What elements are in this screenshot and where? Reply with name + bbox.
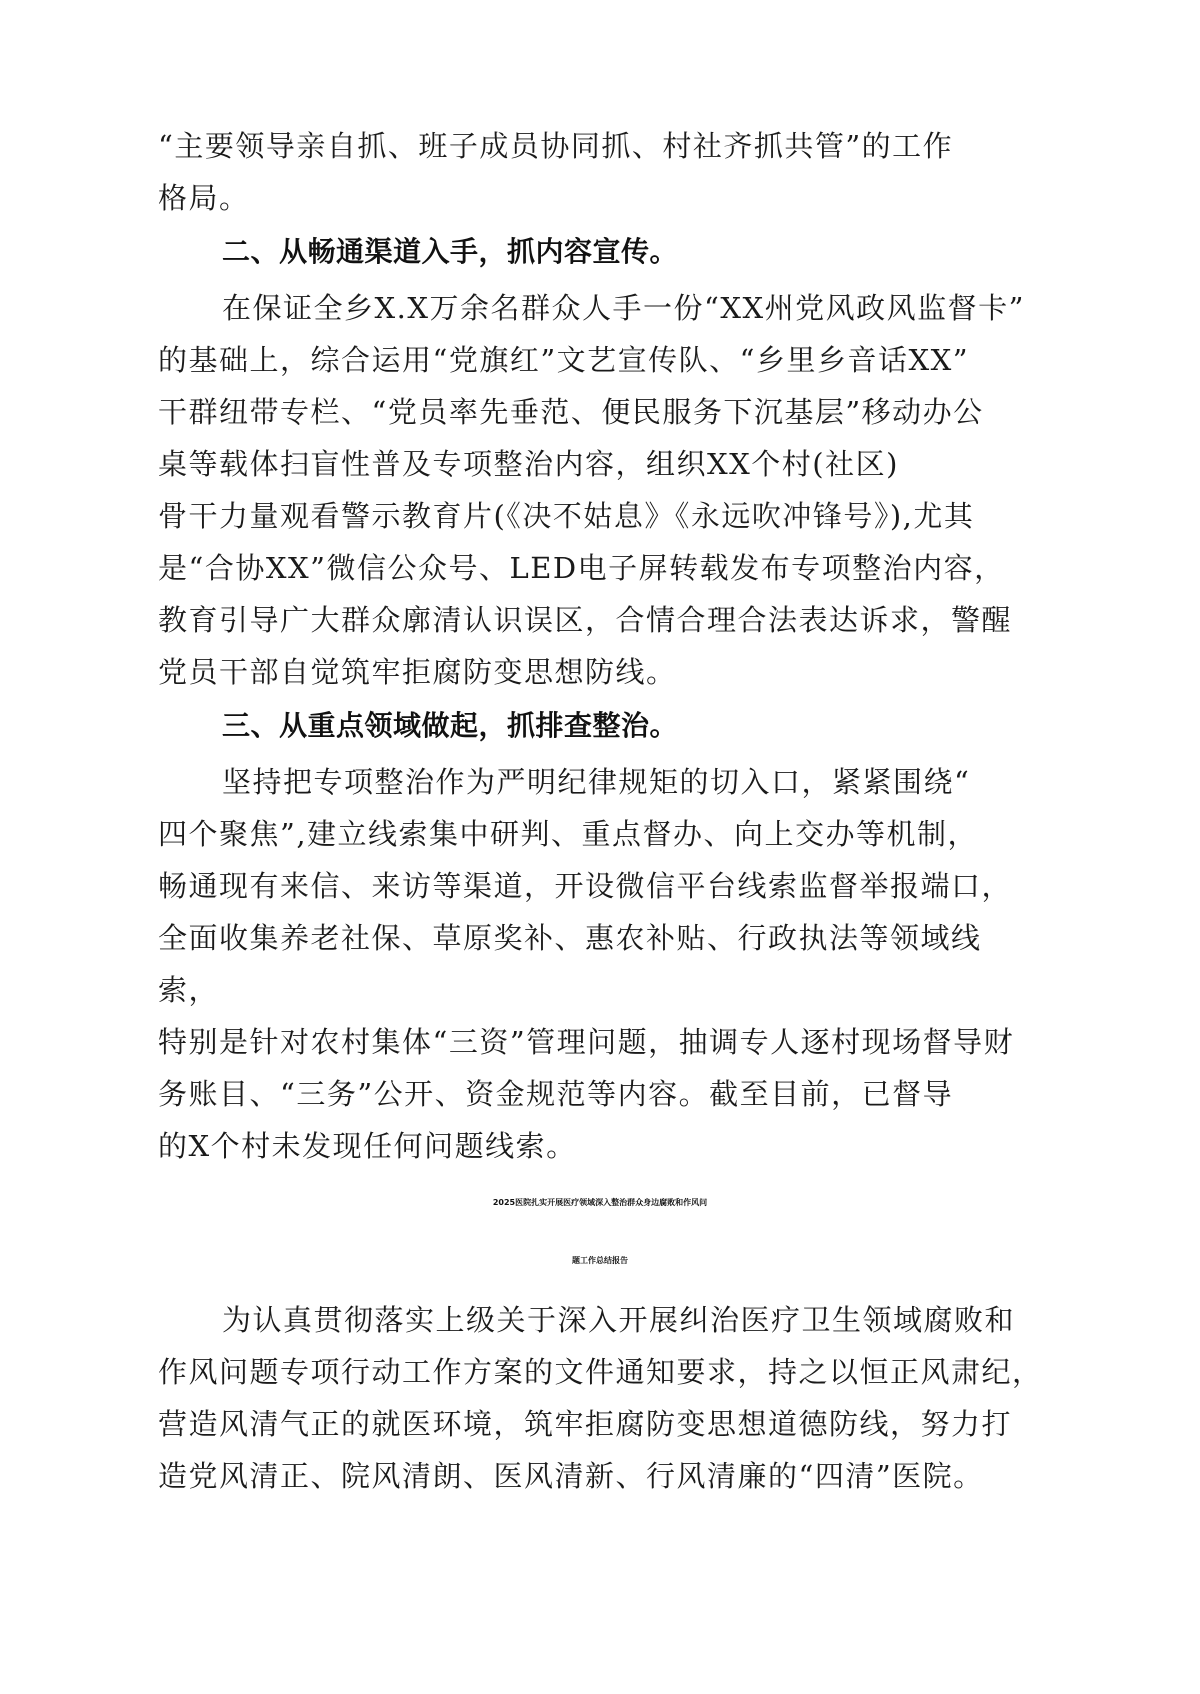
body-line: 营造风清气正的就医环境，筑牢拒腐防变思想道德防线，努力打 [158, 1407, 1013, 1441]
body-line: 在保证全乡X.X万余名群众人手一份“XX州党风政风监督卡” [222, 291, 1025, 325]
body-line: 的X个村未发现任何问题线索。 [158, 1129, 577, 1163]
body-line: 格局。 [158, 181, 250, 215]
body-line: 作风问题专项行动工作方案的文件通知要求，持之以恒正风肃纪， [158, 1355, 1043, 1389]
section-heading-3: 三、从重点领域做起，抓排查整治。 [222, 709, 679, 742]
report-title-line-2: 题工作总结报告 [572, 1256, 628, 1265]
body-line: 为认真贯彻落实上级关于深入开展纠治医疗卫生领域腐败和 [222, 1303, 1016, 1337]
body-line: 的基础上，综合运用“党旗红”文艺宣传队、“乡里乡音话XX” [158, 343, 970, 377]
body-line: 四个聚焦”,建立线索集中研判、重点督办、向上交办等机制， [158, 817, 979, 851]
body-line: 造党风清正、院风清朗、医风清新、行风清廉的“四清”医院。 [158, 1459, 984, 1493]
body-line: 是“合协XX”微信公众号、LED电子屏转载发布专项整治内容， [158, 551, 1005, 585]
body-line: 党员干部自觉筑牢拒腐防变思想防线。 [158, 655, 677, 689]
body-line: 特别是针对农村集体“三资”管理问题，抽调专人逐村现场督导财 [158, 1025, 1015, 1059]
body-line: “主要领导亲自抓、班子成员协同抓、村社齐抓共管”的工作 [158, 129, 954, 163]
report-title-line-1: 2025医院扎实开展医疗领域深入整治群众身边腐败和作风问 [492, 1198, 708, 1207]
body-line: 桌等载体扫盲性普及专项整治内容，组织XX个村(社区) [158, 447, 899, 481]
body-line: 教育引导广大群众廓清认识误区，合情合理合法表达诉求，警醒 [158, 603, 1013, 637]
body-line: 畅通现有来信、来访等渠道，开设微信平台线索监督举报端口， [158, 869, 1013, 903]
section-heading-2: 二、从畅通渠道入手，抓内容宣传。 [222, 235, 679, 268]
body-line: 干群纽带专栏、“党员率先垂范、便民服务下沉基层”移动办公 [158, 395, 984, 429]
body-line: 务账目、“三务”公开、资金规范等内容。截至目前，已督导 [158, 1077, 954, 1111]
body-line: 索， [158, 973, 220, 1007]
body-line: 坚持把专项整治作为严明纪律规矩的切入口，紧紧围绕“ [222, 765, 971, 799]
body-line: 全面收集养老社保、草原奖补、惠农补贴、行政执法等领域线 [158, 921, 982, 955]
body-line: 骨干力量观看警示教育片(《决不姑息》《永远吹冲锋号》),尤其 [158, 499, 975, 533]
